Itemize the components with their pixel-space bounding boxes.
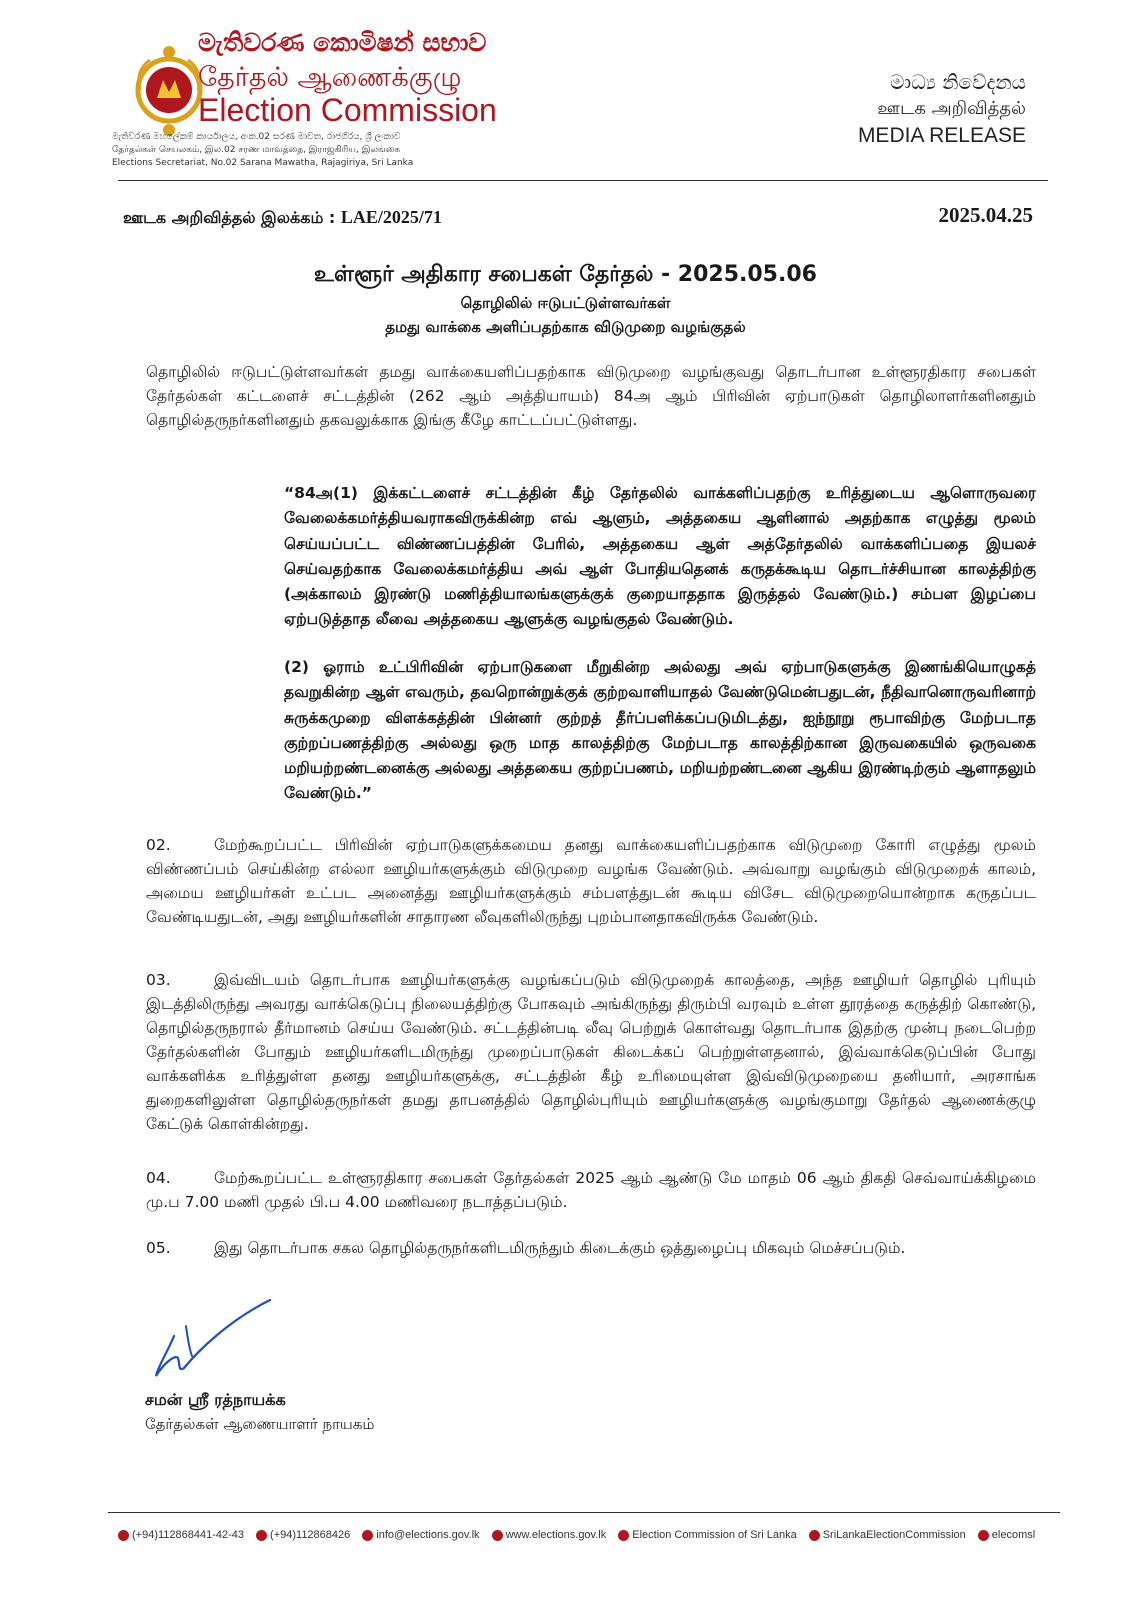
footer-fax[interactable] xyxy=(256,1524,350,1546)
footer-contacts xyxy=(118,1524,1048,1546)
twitter-icon xyxy=(978,1530,989,1541)
header-divider xyxy=(118,180,1048,181)
paragraph-04 xyxy=(146,1166,1036,1214)
email-icon xyxy=(362,1530,373,1541)
quote-section-1: “84அ(1) இக்கட்டளைச் சட்டத்தின் கீழ் தேர்தலில் வாக்களிப்பதற்கு உரித்துடைய ஆளொருவரை வேலைக்கமர்த்தியவராகவிருக்கின்ற எவ் ஆளும், அத்தகைய ஆளினால் அதற்காக எழுத்து மூலம் செய்யப்பட்ட விண்ணப்பத்தின் பேரில், அத்தகைய ஆள் அத்தேர்தலில் வாக்களிப்பதை இயலச் செய்வதற்காக வேலைக்கமர்த்திய அவ் ஆள் போதியதெனக் கருதக்கூடிய தொடர்ச்சியான காலத்திற்கு (அக்காலம் இரண்டு மணித்தியாலங்களுக்குக் குறையாததாக இருத்தல் வேண்டும்.) சம்பள இழப்பை ஏற்படுத்தாத லீவை அத்தகைய ஆளுக்கு வழங்குதல் வேண்டும். xyxy=(284,484,1036,629)
footer-email[interactable] xyxy=(362,1524,479,1546)
footer-social[interactable] xyxy=(809,1524,966,1546)
media-release-tamil: ஊடக அறிவித்தல் xyxy=(877,98,1026,119)
social-icon xyxy=(809,1530,820,1541)
phone-icon xyxy=(118,1530,129,1541)
phone-text: (+94)112868441-42-43 xyxy=(132,1529,245,1541)
footer-website[interactable] xyxy=(492,1524,607,1546)
media-release-sinhala: මාධ්‍ය නිවේදනය xyxy=(890,70,1026,94)
paragraph-number: 02. xyxy=(146,836,171,854)
footer-twitter[interactable] xyxy=(978,1524,1035,1546)
paragraph-text: மேற்கூறப்பட்ட பிரிவின் ஏற்பாடுகளுக்கமைய தனது வாக்கையளிப்பதற்காக விடுமுறை கோரி எழுத்து மூலம் விண்ணப்பம் செய்கின்ற எல்லா ஊழியர்களுக்கும் விடுமுறை வழங்க வேண்டும். அவ்வாறு வழங்கும் விடுமுறைக் காலம், அமைய ஊழியர்கள் உட்பட அனைத்து ஊழியர்களுக்கும் சம்பளத்துடன் கூடிய விசேட விடுமுறையொன்றாக கருதப்பட வேண்டியதுடன், அது ஊழியர்களின் சாதாரண லீவுகளிலிருந்து புறம்பானதாகவிருக்க வேண்டும். xyxy=(146,836,1036,926)
intro-paragraph: தொழிலில் ஈடுபட்டுள்ளவர்கள் தமது வாக்கையளிப்பதற்காக விடுமுறை வழங்குவது தொடர்பான உள்ளூரதிகார சபைகள் தேர்தல்கள் கட்டளைச் சட்டத்தின் (262 ஆம் அத்தியாயம்) 84அ ஆம் பிரிவின் ஏற்பாடுகள் தொழிலாளர்களினதும் தொழில்தருநர்களினதும் தகவலுக்காக இங்கு கீழே காட்டப்பட்டுள்ளது. xyxy=(146,363,1036,429)
facebook-text: Election Commission of Sri Lanka xyxy=(632,1529,797,1541)
website-text: www.elections.gov.lk xyxy=(505,1529,607,1541)
footer-phone[interactable] xyxy=(118,1524,244,1546)
org-name-english: Election Commission xyxy=(198,92,497,128)
social-text: SriLankaElectionCommission xyxy=(822,1529,966,1541)
quote-section-2: (2) ஓராம் உட்பிரிவின் ஏற்பாடுகளை மீறுகின்ற அல்லது அவ் ஏற்பாடுகளுக்கு இணங்கியொழுகத் தவறுகின்ற ஆள் எவரும், தவறொன்றுக்குக் குற்றவாளியாதல் வேண்டுமென்பதுடன், நீதிவானொருவரினாற் சுருக்கமுறை விளக்கத்தின் பின்னர் குற்றத் தீர்ப்பளிக்கப்படுமிடத்து, ஐந்நூறு ரூபாவிற்கு மேற்படாத குற்றப்பணத்திற்கு அல்லது ஒரு மாத காலத்திற்கு மேற்படாத காலத்திற்கான இருவகையில் ஒருவகை மறியற்றண்டனைக்கு அல்லது அத்தகைய குற்றப்பணம், மறியற்றண்டனை ஆகிய இரண்டிற்கும் ஆளாதலும் வேண்டும்.” xyxy=(284,658,1036,803)
paragraph-text: மேற்கூறப்பட்ட உள்ளூரதிகார சபைகள் தேர்தல்கள் 2025 ஆம் ஆண்டு மே மாதம் 06 ஆம் திகதி செவ்வாய்க்கிழமை மு.ப 7.00 மணி முதல் பி.ப 4.00 மணிவரை நடாத்தப்படும். xyxy=(146,1169,1036,1211)
twitter-text: elecomsl xyxy=(991,1529,1036,1541)
release-date: 2025.04.25 xyxy=(938,203,1033,227)
paragraph-number: 05. xyxy=(146,1239,171,1257)
footer-facebook[interactable] xyxy=(618,1524,796,1546)
reference-line xyxy=(123,207,442,229)
fax-icon xyxy=(256,1530,267,1541)
org-name-sinhala: මැතිවරණ කොමිෂන් සභාව xyxy=(198,28,487,57)
paragraph-text: இவ்விடயம் தொடர்பாக ஊழியர்களுக்கு வழங்கப்படும் விடுமுறைக் காலத்தை, அந்த ஊழியர் தொழில் புரியும் இடத்திலிருந்து அவரது வாக்கெடுப்பு நிலையத்திற்கு போகவும் அங்கிருந்து திரும்பி வரவும் உள்ள தூரத்தை கருத்திற் கொண்டு, தொழில்தருநரால் தீர்மானம் செய்ய வேண்டும். சட்டத்தின்படி லீவு பெற்றுக் கொள்வது தொடர்பாக இதற்கு முன்பு நடைபெற்ற தேர்தல்களின் போதும் ஊழியர்களிடமிருந்து முறைப்பாடுகள் கிடைக்கப் பெற்றுள்ளதனால், இவ்வாக்கெடுப்பின் போது வாக்களிக்க உரித்துள்ள தனது ஊழியர்களுக்கு, சட்டத்தின் கீழ் உரிமையுள்ள இவ்விடுமுறையை தனியார், அரசாங்க துறைகளிலுள்ள தொழில்தருநர்கள் தமது தாபனத்தில் தொழில்புரியும் ஊழியர்களுக்கு வழங்குமாறு தேர்தல் ஆணைக்குழு கேட்டுக் கொள்கின்றது. xyxy=(146,971,1036,1133)
address-sinhala: මැතිවරණ මහලේකම් කාර්යාලය, අංක.02 සරණ මාවත, රාජගිරිය, ශ්‍රී ලංකාව xyxy=(112,132,401,142)
globe-icon xyxy=(492,1530,503,1541)
reference-label: ஊடக அறிவித்தல் இலக்கம் : xyxy=(123,208,336,227)
address-tamil: தேர்தல்கள் செயலகம், இல.02 சரண மாவத்தை, இராஜகிரிய, இலங்கை xyxy=(112,145,401,155)
paragraph-text: இது தொடர்பாக சகல தொழில்தருநர்களிடமிருந்தும் கிடைக்கும் ஒத்துழைப்பு மிகவும் மெச்சப்படும். xyxy=(214,1239,906,1257)
reference-number: LAE/2025/71 xyxy=(340,207,442,227)
facebook-icon xyxy=(618,1530,629,1541)
email-text: info@elections.gov.lk xyxy=(376,1529,480,1541)
signer-name: சமன் ஸ்ரீ ரத்நாயக்க xyxy=(145,1390,286,1409)
signer-title: தேர்தல்கள் ஆணையாளர் நாயகம் xyxy=(145,1415,375,1433)
paragraph-number: 03. xyxy=(146,971,171,989)
state-emblem-logo xyxy=(132,40,206,140)
paragraph-number: 04. xyxy=(146,1169,171,1187)
paragraph-02 xyxy=(146,833,1036,929)
paragraph-03 xyxy=(146,968,1036,1136)
footer-divider xyxy=(108,1512,1060,1513)
signature-image xyxy=(148,1296,278,1386)
org-name-tamil: தேர்தல் ஆணைக்குழு xyxy=(198,62,462,93)
page-title: உள்ளூர் அதிகார சபைகள் தேர்தல் - 2025.05.06 xyxy=(314,262,817,287)
subtitle-2: தமது வாக்கை அளிப்பதற்காக விடுமுறை வழங்குதல் xyxy=(385,318,746,336)
address-english: Elections Secretariat, No.02 Sarana Mawatha, Rajagiriya, Sri Lanka xyxy=(112,158,414,168)
fax-text: (+94)112868426 xyxy=(270,1529,351,1541)
media-release-english: MEDIA RELEASE xyxy=(857,124,1026,147)
subtitle-1: தொழிலில் ஈடுபட்டுள்ளவர்கள் xyxy=(460,294,671,312)
paragraph-05 xyxy=(146,1236,1036,1260)
